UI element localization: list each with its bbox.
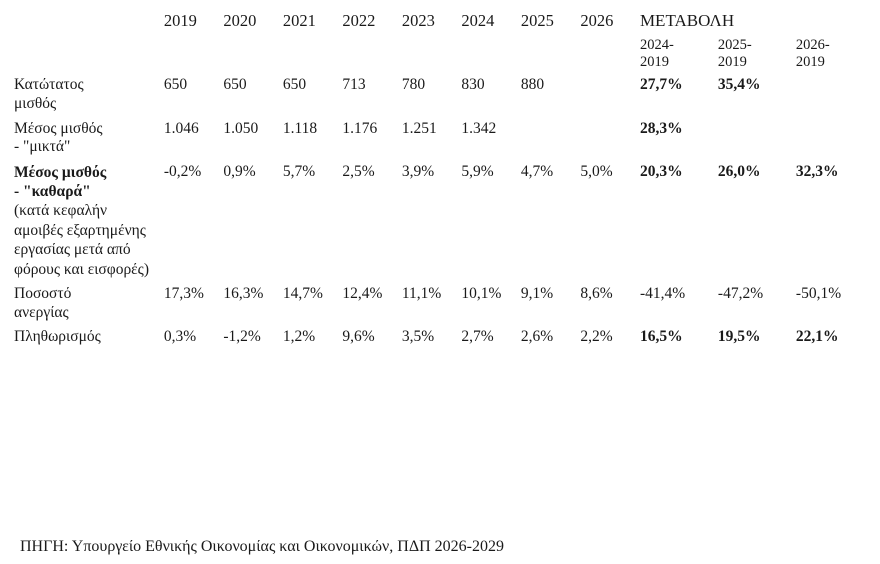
header-change-2024-2019: 2024- 2019	[639, 37, 674, 70]
header-year-2025: 2025	[520, 11, 554, 30]
cell-value: 4,7%	[520, 162, 554, 180]
row-label-inflation: Πληθωρισμός	[14, 328, 101, 346]
cell-value: 1.251	[401, 119, 437, 137]
cell-value: 8,6%	[580, 284, 613, 302]
row-label-average-wage-gross: Μέσος μισθός - "μικτά"	[14, 119, 103, 156]
header-year-2020: 2020	[223, 11, 257, 30]
header-year-2022: 2022	[342, 11, 376, 30]
cell-change	[792, 117, 870, 160]
cell-change: 16,5%	[639, 328, 683, 346]
source-note: ΠΗΓΗ: Υπουργείο Εθνικής Οικονομίας και Οικονομικών, ΠΔΠ 2026-2029	[20, 538, 504, 555]
cell-value: 2,5%	[342, 162, 375, 180]
cell-value: 5,0%	[580, 162, 613, 180]
cell-value	[576, 117, 636, 160]
cell-change	[714, 117, 792, 160]
header-empty-corner-2	[10, 34, 160, 73]
header-change-2025-2019: 2025- 2019	[717, 37, 752, 70]
cell-value: 1.118	[282, 119, 318, 137]
cell-value: 3,5%	[401, 328, 435, 346]
table-header-row-change-periods	[10, 34, 870, 73]
cell-value: 2,7%	[461, 328, 494, 346]
cell-value: 11,1%	[401, 284, 442, 302]
table-row	[10, 282, 870, 325]
cell-value: 650	[223, 76, 247, 94]
cell-value: 3,9%	[401, 162, 435, 180]
cell-value: 17,3%	[163, 284, 204, 302]
cell-value: 830	[461, 76, 485, 94]
cell-value: 0,3%	[163, 328, 197, 346]
cell-change: -50,1%	[795, 284, 842, 302]
row-label-note: (κατά κεφαλήν αμοιβές εξαρτημένης εργασίας μετά από φόρους και εισφορές)	[14, 202, 149, 278]
cell-value: 10,1%	[461, 284, 502, 302]
cell-value: -1,2%	[223, 328, 261, 346]
header-year-2021: 2021	[282, 11, 316, 30]
cell-change	[792, 73, 870, 116]
cell-change: 26,0%	[717, 162, 761, 180]
cell-value: 1,2%	[282, 328, 316, 346]
cell-value: 14,7%	[282, 284, 323, 302]
table-row	[10, 325, 870, 350]
cell-value: 650	[282, 76, 307, 94]
table-row	[10, 117, 870, 160]
cell-change: 32,3%	[795, 162, 839, 180]
header-year-2019: 2019	[163, 11, 197, 30]
header-year-2026: 2026	[580, 11, 614, 30]
table-header-row-years	[10, 8, 870, 34]
cell-value	[517, 117, 577, 160]
header-empty-years-span	[160, 34, 636, 73]
cell-value: 880	[520, 76, 545, 94]
cell-change: 28,3%	[639, 119, 683, 137]
economic-indicators-table	[10, 8, 870, 350]
header-year-2024: 2024	[461, 11, 495, 30]
header-change-2026-2019: 2026- 2019	[795, 37, 830, 70]
header-empty-corner	[10, 8, 160, 34]
cell-change: -47,2%	[717, 284, 764, 302]
cell-value: 9,6%	[342, 328, 375, 346]
document-page	[0, 8, 880, 564]
row-label-average-wage-net: Μέσος μισθός - "καθαρά" (κατά κεφαλήν αμοιβές εξαρτημένης εργασίας μετά από φόρους και εισφορές)	[14, 163, 149, 278]
row-label-minimum-wage: Κατώτατος μισθός	[14, 76, 84, 112]
cell-value: 1.342	[461, 119, 497, 137]
cell-change: 20,3%	[639, 162, 683, 180]
cell-value: 2,2%	[580, 328, 613, 346]
table-row	[10, 160, 870, 282]
cell-value: 780	[401, 76, 426, 94]
cell-value	[576, 73, 636, 116]
cell-value: 713	[342, 76, 366, 94]
header-change-group: ΜΕΤΑΒΟΛΗ	[639, 11, 735, 30]
table-row	[10, 73, 870, 116]
header-year-2023: 2023	[401, 11, 435, 30]
cell-change: 22,1%	[795, 328, 839, 346]
cell-value: 16,3%	[223, 284, 264, 302]
cell-change: -41,4%	[639, 284, 686, 302]
cell-value: 2,6%	[520, 328, 554, 346]
cell-value: 0,9%	[223, 162, 256, 180]
cell-change: 27,7%	[639, 76, 683, 94]
cell-value: 1.050	[223, 119, 259, 137]
row-label-unemployment-rate: Ποσοστό ανεργίας	[14, 284, 72, 321]
cell-change: 19,5%	[717, 328, 761, 346]
cell-value: 5,7%	[282, 162, 316, 180]
cell-value: -0,2%	[163, 162, 202, 180]
cell-value: 1.046	[163, 119, 199, 137]
cell-change: 35,4%	[717, 76, 761, 94]
cell-value: 1.176	[342, 119, 378, 137]
cell-value: 12,4%	[342, 284, 383, 302]
cell-value: 9,1%	[520, 284, 554, 302]
cell-value: 650	[163, 76, 188, 94]
cell-value: 5,9%	[461, 162, 494, 180]
